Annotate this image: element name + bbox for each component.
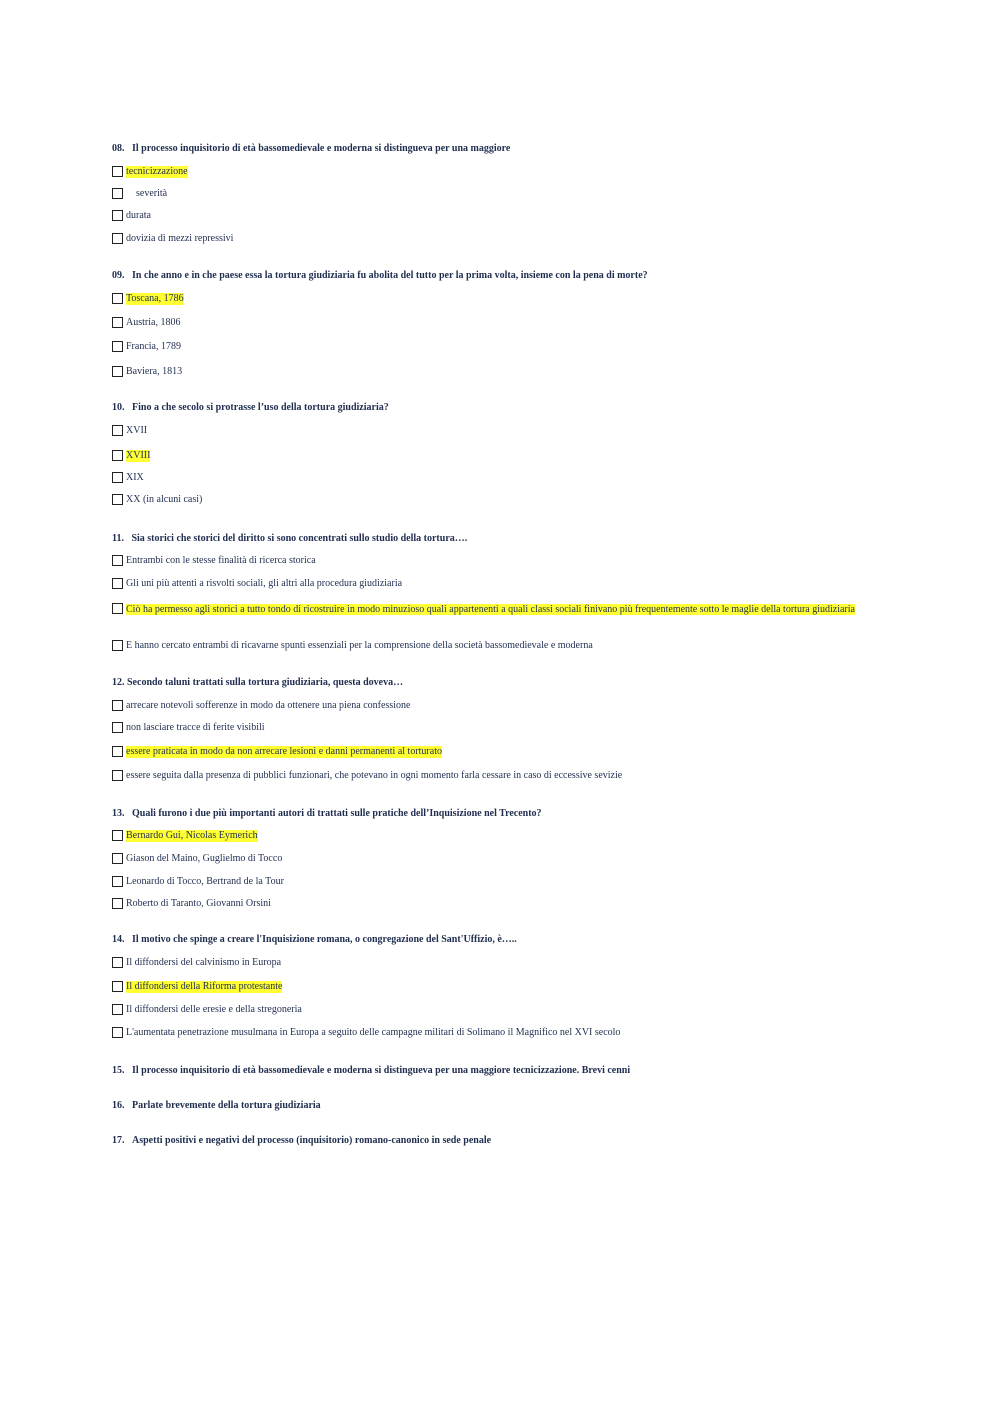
checkbox[interactable] <box>112 830 123 841</box>
checkbox[interactable] <box>112 981 123 992</box>
question-13-option-d[interactable] <box>112 898 271 910</box>
question-11-title: 11. Sia storici che storici del diritto si sono concentrati sullo studio della tortura…. <box>112 533 468 544</box>
option-label: Il diffondersi della Riforma protestante <box>126 981 283 992</box>
option-label: Roberto di Taranto, Giovanni Orsini <box>126 898 271 909</box>
option-label: Bernardo Gui, Nicolas Eymerich <box>126 830 258 841</box>
checkbox[interactable] <box>112 746 123 757</box>
option-label: L'aumentata penetrazione musulmana in Europa a seguito delle campagne militari di Solimano il Magnifico nel XVI secolo <box>126 1027 621 1038</box>
question-10-option-c[interactable] <box>112 472 144 484</box>
checkbox[interactable] <box>112 876 123 887</box>
question-09-option-a[interactable] <box>112 293 184 305</box>
question-09-option-d[interactable] <box>112 366 182 378</box>
checkbox[interactable] <box>112 1027 123 1038</box>
checkbox[interactable] <box>112 898 123 909</box>
checkbox[interactable] <box>112 472 123 483</box>
open-question-17: 17. Aspetti positivi e negativi del processo (inquisitorio) romano-canonico in sede penale <box>112 1135 492 1146</box>
open-question-15: 15. Il processo inquisitorio di età bassomedievale e moderna si distingueva per una maggiore tecnicizzazione. Brevi cenni <box>112 1065 631 1076</box>
option-label: Leonardo di Tocco, Bertrand de la Tour <box>126 876 284 887</box>
option-label: XVIII <box>126 450 151 461</box>
question-12-option-a[interactable] <box>112 700 410 712</box>
question-09-option-c[interactable] <box>112 341 181 353</box>
option-label: Gli uni più attenti a risvolti sociali, gli altri alla procedura giudiziaria <box>126 578 403 589</box>
option-label: Austria, 1806 <box>126 317 181 328</box>
option-label: Il diffondersi delle eresie e della stregoneria <box>126 1004 302 1015</box>
question-13-option-b[interactable] <box>112 853 282 865</box>
option-label: durata <box>126 210 151 221</box>
option-label: Giason del Maino, Guglielmo di Tocco <box>126 853 283 864</box>
option-label: tecnicizzazione <box>126 166 188 177</box>
question-10-option-b[interactable] <box>112 450 150 462</box>
checkbox[interactable] <box>112 317 123 328</box>
question-11-option-c[interactable] <box>112 603 872 616</box>
question-14-option-a[interactable] <box>112 957 281 969</box>
question-11-option-d[interactable] <box>112 640 593 652</box>
checkbox[interactable] <box>112 210 123 221</box>
option-label: XIX <box>126 472 144 483</box>
question-14-title: 14. Il motivo che spinge a creare l'Inquisizione romana, o congregazione del Sant'Uffizio, è….. <box>112 934 517 945</box>
question-13-option-a[interactable] <box>112 830 258 842</box>
checkbox[interactable] <box>112 293 123 304</box>
open-question-16: 16. Parlate brevemente della tortura giudiziaria <box>112 1100 321 1111</box>
option-label: Francia, 1789 <box>126 341 181 352</box>
checkbox[interactable] <box>112 555 123 566</box>
question-08-title: 08. Il processo inquisitorio di età bassomedievale e moderna si distingueva per una maggiore <box>112 143 511 154</box>
question-12-title: 12. Secondo taluni trattati sulla tortura giudiziaria, questa doveva… <box>112 677 404 688</box>
option-label: Baviera, 1813 <box>126 366 183 377</box>
checkbox[interactable] <box>112 494 123 505</box>
question-10-title: 10. Fino a che secolo si protrasse l’uso della tortura giudiziaria? <box>112 402 389 413</box>
option-label: essere praticata in modo da non arrecare lesioni e danni permanenti al torturato <box>126 746 442 757</box>
question-14-option-b[interactable] <box>112 981 282 993</box>
option-label: severità <box>126 188 168 199</box>
checkbox[interactable] <box>112 957 123 968</box>
checkbox[interactable] <box>112 450 123 461</box>
option-label: non lasciare tracce di ferite visibili <box>126 722 265 733</box>
checkbox[interactable] <box>112 603 123 614</box>
option-label: Il diffondersi del calvinismo in Europa <box>126 957 282 968</box>
question-10-option-d[interactable] <box>112 494 202 506</box>
question-08-option-a[interactable] <box>112 166 188 178</box>
checkbox[interactable] <box>112 366 123 377</box>
checkbox[interactable] <box>112 722 123 733</box>
option-label: Toscana, 1786 <box>126 293 184 304</box>
question-08-option-d[interactable] <box>112 233 233 245</box>
option-label: E hanno cercato entrambi di ricavarne spunti essenziali per la comprensione della società bassomedievale e moderna <box>126 640 593 651</box>
question-12-option-c[interactable] <box>112 746 442 758</box>
option-label: Ciò ha permesso agli storici a tutto tondo di ricostruire in modo minuzioso quali appartenenti a quali classi sociali finivano più frequentemente sotto le maglie della tortura giudiziaria <box>126 604 855 615</box>
question-08-option-c[interactable] <box>112 210 151 222</box>
question-11-option-a[interactable] <box>112 555 316 567</box>
question-11-option-b[interactable] <box>112 578 402 590</box>
checkbox[interactable] <box>112 1004 123 1015</box>
question-13-title: 13. Quali furono i due più importanti autori di trattati sulle pratiche dell’Inquisizione nel Trecento? <box>112 808 542 819</box>
option-label: XX (in alcuni casi) <box>126 494 203 505</box>
checkbox[interactable] <box>112 341 123 352</box>
checkbox[interactable] <box>112 425 123 436</box>
checkbox[interactable] <box>112 233 123 244</box>
question-12-option-b[interactable] <box>112 722 265 734</box>
checkbox[interactable] <box>112 640 123 651</box>
option-label: Entrambi con le stesse finalità di ricerca storica <box>126 555 316 566</box>
option-label: dovizia di mezzi repressivi <box>126 233 234 244</box>
checkbox[interactable] <box>112 578 123 589</box>
question-10-option-a[interactable] <box>112 425 147 437</box>
question-13-option-c[interactable] <box>112 876 284 888</box>
checkbox[interactable] <box>112 166 123 177</box>
checkbox[interactable] <box>112 853 123 864</box>
option-label: essere seguita dalla presenza di pubblici funzionari, che potevano in ogni momento farla cessare in caso di eccessive sevizie <box>126 770 623 781</box>
option-label: XVII <box>126 425 148 436</box>
option-label: arrecare notevoli sofferenze in modo da ottenere una piena confessione <box>126 700 411 711</box>
checkbox[interactable] <box>112 700 123 711</box>
question-12-option-d[interactable] <box>112 770 622 782</box>
checkbox[interactable] <box>112 770 123 781</box>
checkbox[interactable] <box>112 188 123 199</box>
question-14-option-d[interactable] <box>112 1027 620 1039</box>
question-09-option-b[interactable] <box>112 317 180 329</box>
question-09-title: 09. In che anno e in che paese essa la tortura giudiziaria fu abolita del tutto per la prima volta, insieme con la pena di morte? <box>112 270 648 281</box>
question-14-option-c[interactable] <box>112 1004 302 1016</box>
question-08-option-b[interactable] <box>112 188 167 200</box>
